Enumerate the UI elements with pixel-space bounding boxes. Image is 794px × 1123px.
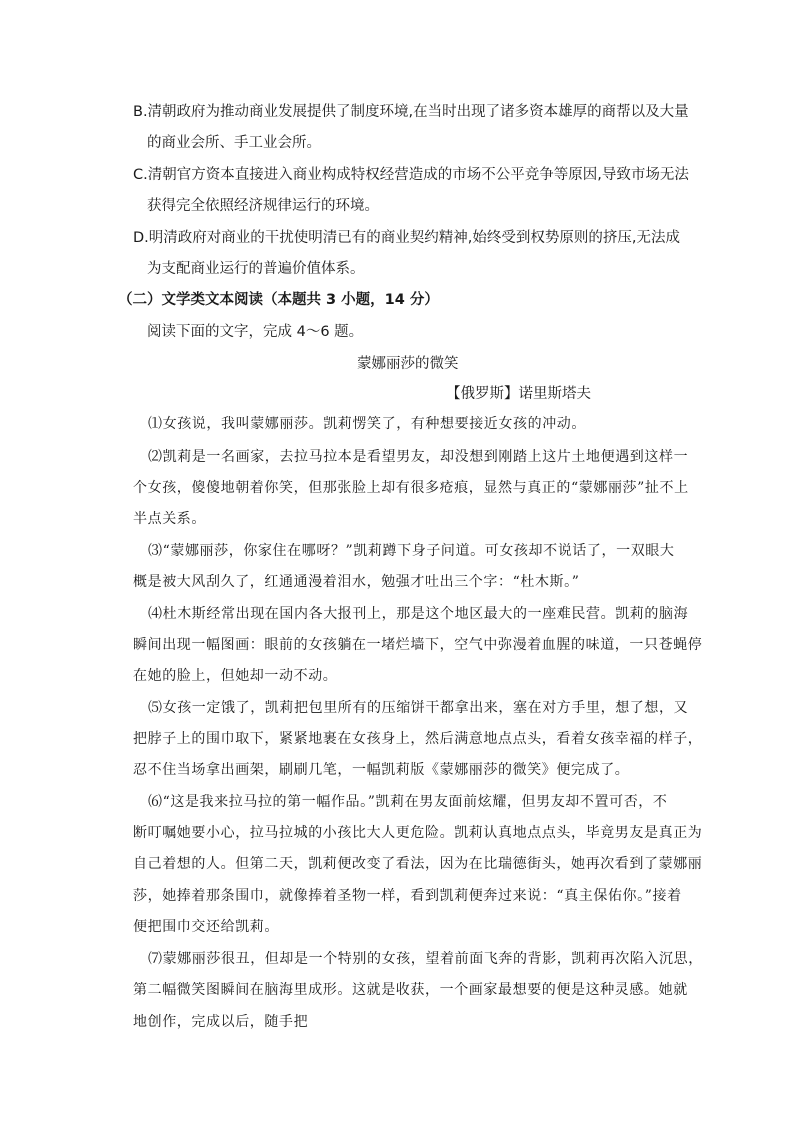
story-line: 把脖子上的围巾取下，紧紧地裹在女孩身上，然后满意地点点头，看着女孩幸福的样子，	[133, 731, 703, 747]
story-line: 在她的脸上，但她却一动不动。	[133, 668, 338, 684]
story-line: 地创作，完成以后，随手把	[133, 1014, 309, 1030]
story-line: ⑷杜木斯经常出现在国内各大报刊上，那是这个地区最大的一座难民营。凯莉的脑海	[148, 606, 689, 622]
story-line: 便把围巾交还给凯莉。	[133, 919, 279, 935]
story-line: ⑺蒙娜丽莎很丑，但却是一个特别的女孩，望着前面飞奔的背影，凯莉再次陷入沉思，	[148, 951, 703, 967]
section-heading: （二）文学类文本阅读（本题共 3 小题，14 分）	[118, 292, 439, 308]
story-line: ⑵凯莉是一名画家，去拉马拉本是看望男友，却没想到刚踏上这片土地便遇到这样一	[148, 449, 689, 465]
story-line: ⑹“这是我来拉马拉的第一幅作品。”凯莉在男友面前炫耀，但男友却不置可否，不	[148, 794, 668, 810]
story-line: 半点关系。	[133, 511, 206, 527]
option-d-line-1: D.明清政府对商业的干扰使明清已有的商业契约精神,始终受到权势原则的挤压,无法成	[133, 230, 680, 246]
option-b-line-1: B.清朝政府为推动商业发展提供了制度环境,在当时出现了诸多资本雄厚的商帮以及大量	[133, 104, 689, 120]
story-line: 个女孩，傻傻地朝着你笑，但那张脸上却有很多疮痕，显然与真正的“蒙娜丽莎”扯不上	[133, 480, 689, 496]
story-line: ⑴女孩说，我叫蒙娜丽莎。凯莉愣笑了，有种想要接近女孩的冲动。	[148, 416, 586, 432]
story-line: ⑶“蒙娜丽莎，你家住在哪呀？”凯莉蹲下身子问道。可女孩却不说话了，一双眼大	[148, 543, 675, 559]
option-c-line-1: C.清朝官方资本直接进入商业构成特权经营造成的市场不公平竞争等原因,导致市场无法	[133, 167, 689, 183]
story-title: 蒙娜丽莎的微笑	[357, 356, 459, 372]
story-line: 第二幅微笑图瞬间在脑海里成形。这就是收获，一个画家最想要的便是这种灵感。她就	[133, 982, 688, 998]
story-author: 【俄罗斯】诺里斯塔夫	[446, 386, 591, 402]
section-instruction: 阅读下面的文字，完成 4～6 题。	[147, 324, 364, 340]
option-c-line-2: 获得完全依照经济规律运行的环境。	[147, 198, 379, 214]
option-d-line-2: 为支配商业运行的普遍价值体系。	[147, 261, 365, 277]
story-line: 瞬间出现一幅图画：眼前的女孩躺在一堵烂墙下，空气中弥漫着血腥的味道，一只苍蝇停	[133, 637, 703, 653]
story-line: 自己着想的人。但第二天，凯莉便改变了看法，因为在比瑞德街头，她再次看到了蒙娜丽	[133, 856, 703, 872]
story-line: 莎，她捧着那条围巾，就像捧着圣物一样，看到凯莉便奔过来说：“真主保佑你。”接着	[133, 888, 682, 904]
story-line: 断叮嘱她要小心，拉马拉城的小孩比大人更危险。凯莉认真地点点头，毕竟男友是真正为	[133, 825, 703, 841]
story-line: 概是被大风刮久了，红通通漫着泪水，勉强才吐出三个字：“杜木斯。”	[133, 574, 580, 590]
story-line: ⑸女孩一定饿了，凯莉把包里所有的压缩饼干都拿出来，塞在对方手里，想了想，又	[148, 700, 689, 716]
story-line: 忍不住当场拿出画架，刷刷几笔，一幅凯莉版《蒙娜丽莎的微笑》便完成了。	[133, 762, 630, 778]
option-b-line-2: 的商业会所、手工业会所。	[147, 135, 321, 151]
